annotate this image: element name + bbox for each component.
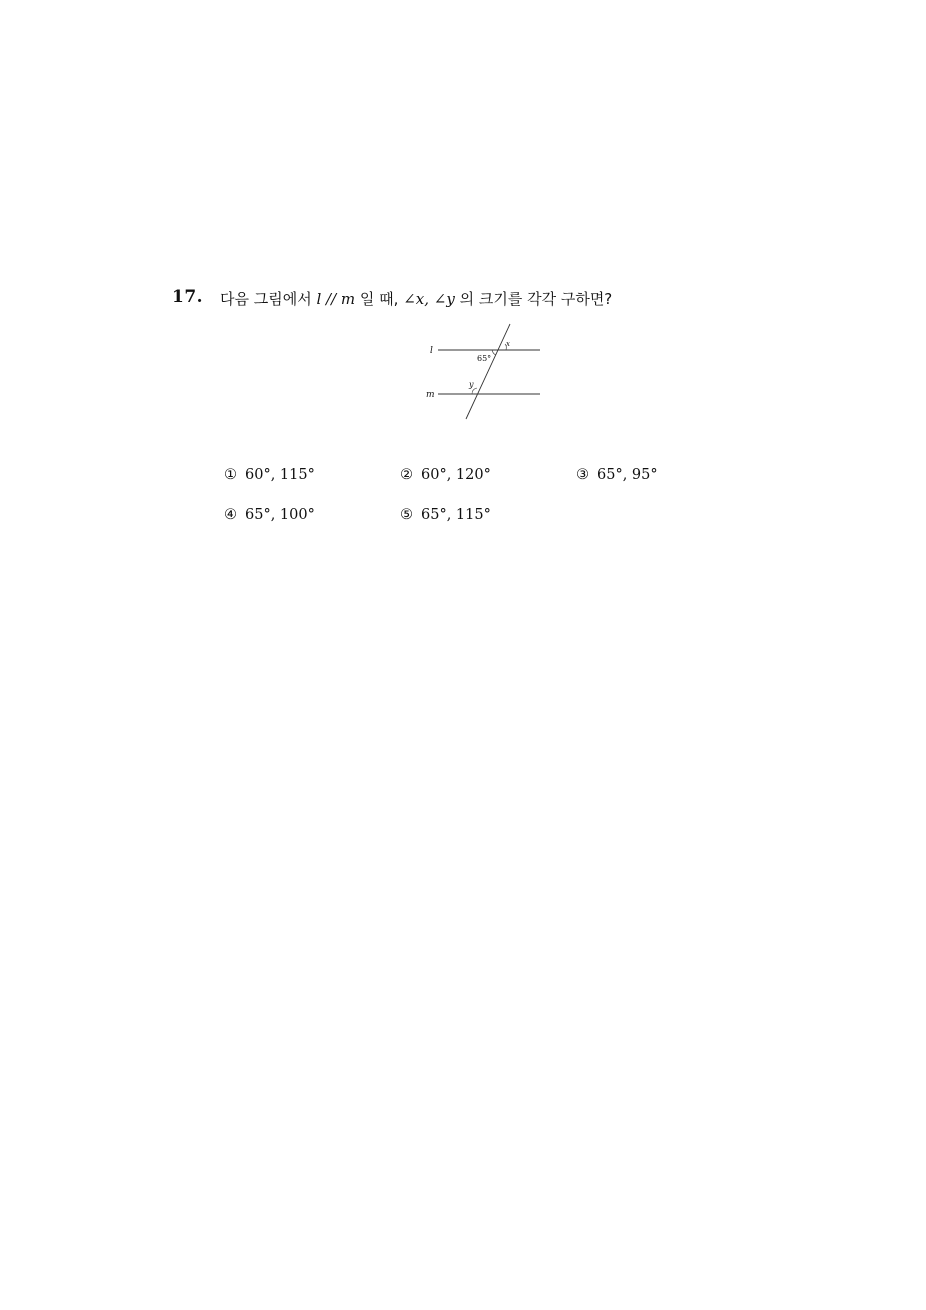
question-text bbox=[220, 288, 612, 309]
answer-choice-1[interactable] bbox=[224, 467, 315, 483]
answer-choice-4[interactable] bbox=[224, 507, 315, 523]
answer-choice-3[interactable] bbox=[576, 467, 658, 483]
angle-x-label: x bbox=[506, 340, 510, 348]
question-text-prefix: 다음 그림에서 bbox=[220, 290, 317, 308]
choice-value-5: 65°, 115° bbox=[421, 507, 491, 523]
choice-marker-2: ② bbox=[400, 467, 413, 483]
question-text-suffix: 의 크기를 각각 구하면? bbox=[454, 290, 613, 308]
choice-value-3: 65°, 95° bbox=[597, 467, 658, 483]
transversal-line bbox=[466, 324, 510, 419]
choice-marker-5: ⑤ bbox=[400, 507, 413, 523]
angle-65-arc bbox=[492, 350, 496, 355]
choice-value-4: 65°, 100° bbox=[245, 507, 315, 523]
parallel-lines-figure bbox=[420, 320, 550, 424]
choice-marker-1: ① bbox=[224, 467, 237, 483]
question-math-parallel: l // m bbox=[316, 290, 356, 308]
angle-y-label: y bbox=[469, 380, 474, 389]
question-number: 17. bbox=[172, 287, 204, 307]
question-text-mid: 일 때, bbox=[355, 290, 404, 308]
answer-choice-5[interactable] bbox=[400, 507, 491, 523]
line-l-label: l bbox=[430, 346, 433, 356]
answer-choice-2[interactable] bbox=[400, 467, 491, 483]
choice-value-2: 60°, 120° bbox=[421, 467, 491, 483]
question-math-angles: ∠x, ∠y bbox=[403, 290, 455, 308]
choice-marker-4: ④ bbox=[224, 507, 237, 523]
line-m-label: m bbox=[426, 390, 435, 400]
choice-value-1: 60°, 115° bbox=[245, 467, 315, 483]
choice-marker-3: ③ bbox=[576, 467, 589, 483]
angle-given-label: 65° bbox=[477, 354, 492, 363]
